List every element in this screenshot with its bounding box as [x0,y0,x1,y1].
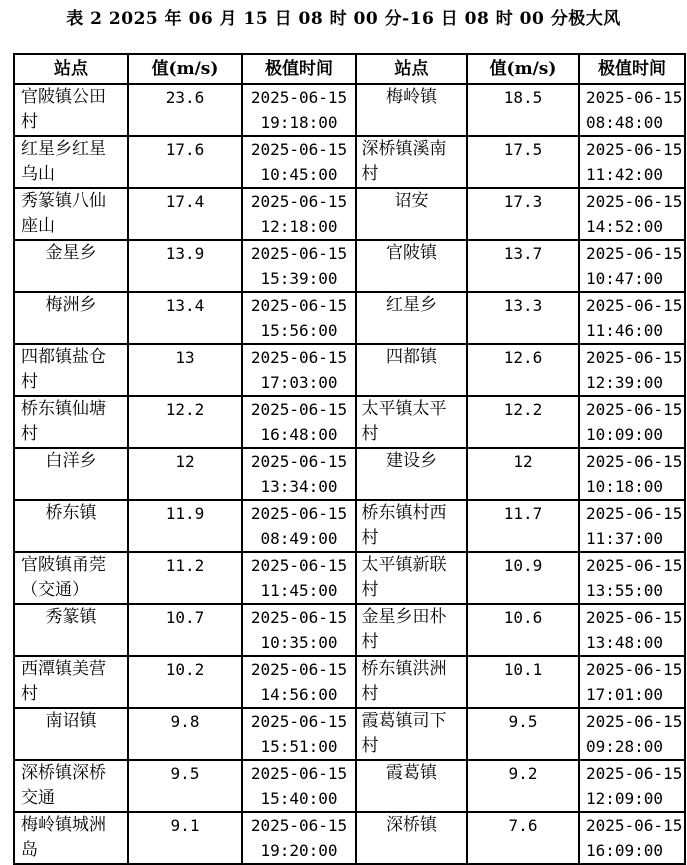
header-value: 值(m/s) [128,54,242,84]
time-cell-text: 13:55:00 [586,581,664,600]
station-cell [356,708,467,760]
time-cell-text: 2025-06-15 [586,608,683,627]
station-cell [14,708,128,760]
table-row [14,812,685,864]
station-cell [356,84,467,136]
station-cell [356,604,467,656]
table-row [14,344,685,396]
value-cell-text: 17.3 [503,192,543,211]
station-cell-text: 西潭镇美营村 [21,659,106,704]
value-cell [128,708,242,760]
value-cell [467,84,579,136]
value-cell-text: 13.4 [165,296,205,315]
time-cell-text: 2025-06-15 [586,816,683,835]
station-cell-text: 梅洲乡 [45,295,97,315]
value-cell [128,344,242,396]
table-row [14,656,685,708]
station-cell-text: 建设乡 [386,451,437,471]
value-cell-text: 18.5 [503,88,543,107]
table-row [14,240,685,292]
station-cell [356,188,467,240]
time-cell-text: 14:52:00 [586,217,664,236]
value-cell [128,188,242,240]
time-cell-text: 2025-06-15 [586,764,683,783]
time-cell-text: 2025-06-15 [250,556,348,575]
time-cell [579,136,685,188]
value-cell [467,292,579,344]
time-cell-text: 08:48:00 [586,113,664,132]
value-cell [128,604,242,656]
time-cell-text: 2025-06-15 [250,140,348,159]
station-cell [356,136,467,188]
station-cell-text: 太平镇太平村 [361,399,447,444]
station-cell-text: 红星乡红星乌山 [21,139,106,184]
time-cell [242,500,356,552]
time-cell-text: 10:45:00 [260,165,338,184]
station-cell [14,604,128,656]
time-cell-text: 2025-06-15 [586,504,683,523]
station-cell [356,448,467,500]
value-cell [128,760,242,812]
value-cell-text: 13 [175,348,195,367]
value-cell [467,760,579,812]
value-cell-text: 10.9 [503,556,543,575]
station-cell-text: 太平镇新联村 [361,555,447,600]
value-cell [467,708,579,760]
station-cell-text: 秀篆镇八仙座山 [21,191,106,236]
value-cell-text: 12 [513,452,533,471]
time-cell [242,760,356,812]
time-cell-text: 16:09:00 [586,841,664,860]
value-cell [128,136,242,188]
time-cell-text: 11:37:00 [586,529,664,548]
station-cell-text: 四都镇 [386,347,437,367]
time-cell [242,136,356,188]
time-cell-text: 2025-06-15 [250,712,348,731]
value-cell-text: 10.1 [503,660,543,679]
time-cell-text: 12:09:00 [586,789,664,808]
station-cell-text: 桥东镇村西村 [361,503,447,548]
value-cell-text: 7.6 [508,816,538,835]
table-row [14,760,685,812]
value-cell [467,344,579,396]
station-cell [14,760,128,812]
table-row [14,136,685,188]
station-cell-text: 桥东镇洪洲村 [361,659,447,704]
time-cell-text: 19:20:00 [260,841,338,860]
time-cell [579,188,685,240]
table-row [14,552,685,604]
value-cell-text: 12.2 [165,400,205,419]
value-cell-text: 13.7 [503,244,543,263]
time-cell-text: 2025-06-15 [250,504,348,523]
station-cell-text: 深桥镇溪南村 [361,139,447,184]
time-cell-text: 15:51:00 [260,737,338,756]
time-cell [242,188,356,240]
time-cell [242,240,356,292]
time-cell-text: 15:39:00 [260,269,338,288]
time-cell-text: 19:18:00 [260,113,338,132]
station-cell [356,656,467,708]
time-cell [242,84,356,136]
value-cell-text: 17.6 [165,140,205,159]
time-cell [242,656,356,708]
time-cell-text: 2025-06-15 [250,192,348,211]
time-cell-text: 2025-06-15 [586,556,683,575]
value-cell-text: 9.2 [508,764,538,783]
time-cell [579,760,685,812]
station-cell-text: 梅岭镇城洲岛 [21,815,106,860]
time-cell [242,448,356,500]
time-cell-text: 2025-06-15 [586,192,683,211]
station-cell-text: 金星乡 [45,243,97,263]
time-cell-text: 2025-06-15 [250,608,348,627]
value-cell-text: 9.5 [170,764,200,783]
value-cell [467,396,579,448]
value-cell-text: 10.6 [503,608,543,627]
header-station: 站点 [356,54,467,84]
value-cell-text: 11.9 [165,504,205,523]
value-cell-text: 9.8 [170,712,200,731]
time-cell [242,604,356,656]
time-cell-text: 2025-06-15 [250,88,348,107]
time-cell-text: 2025-06-15 [586,296,683,315]
time-cell-text: 10:18:00 [586,477,664,496]
station-cell [14,344,128,396]
value-cell [128,812,242,864]
time-cell [579,604,685,656]
time-cell-text: 11:42:00 [586,165,664,184]
station-cell [356,552,467,604]
time-cell-text: 11:45:00 [260,581,338,600]
time-cell-text: 2025-06-15 [250,296,348,315]
value-cell [467,240,579,292]
station-cell [14,500,128,552]
time-cell-text: 13:34:00 [260,477,338,496]
time-cell-text: 2025-06-15 [250,764,348,783]
time-cell [579,84,685,136]
station-cell [356,292,467,344]
time-cell-text: 11:46:00 [586,321,664,340]
station-cell [14,136,128,188]
time-cell-text: 10:35:00 [260,633,338,652]
table-title: 表 2 2025 年 06 月 15 日 08 时 00 分-16 日 08 时 00 分极大风 [66,9,621,29]
station-cell-text: 金星乡田朴村 [361,607,447,652]
table-row [14,708,685,760]
time-cell-text: 2025-06-15 [586,244,683,263]
station-cell-text: 梅岭镇 [386,87,437,107]
station-cell [356,240,467,292]
time-cell-text: 12:18:00 [260,217,338,236]
header-row [14,54,685,84]
value-cell-text: 23.6 [165,88,205,107]
time-cell-text: 12:39:00 [586,373,664,392]
station-cell [14,292,128,344]
table-row [14,604,685,656]
table-row [14,188,685,240]
value-cell [467,136,579,188]
time-cell [579,240,685,292]
header-value: 值(m/s) [467,54,579,84]
value-cell [128,240,242,292]
value-cell-text: 12.2 [503,400,543,419]
time-cell-text: 2025-06-15 [586,660,683,679]
value-cell [467,500,579,552]
station-cell-text: 桥东镇 [45,503,97,523]
wind-table [13,53,686,865]
table-row [14,292,685,344]
value-cell [467,552,579,604]
time-cell-text: 2025-06-15 [250,816,348,835]
time-cell [579,552,685,604]
value-cell [128,656,242,708]
time-cell-text: 2025-06-15 [586,348,683,367]
time-cell-text: 15:40:00 [260,789,338,808]
value-cell [128,448,242,500]
value-cell [128,500,242,552]
time-cell-text: 2025-06-15 [250,660,348,679]
station-cell-text: 官陂镇公田村 [21,87,106,132]
time-cell [579,656,685,708]
table-row [14,448,685,500]
table-row [14,500,685,552]
value-cell-text: 11.2 [165,556,205,575]
station-cell [14,396,128,448]
time-cell-text: 09:28:00 [586,737,664,756]
header-time: 极值时间 [242,54,356,84]
station-cell-text: 南诏镇 [45,711,97,731]
station-cell [14,812,128,864]
value-cell-text: 12.6 [503,348,543,367]
time-cell-text: 2025-06-15 [586,140,683,159]
value-cell-text: 9.5 [508,712,538,731]
value-cell [467,448,579,500]
station-cell [14,84,128,136]
station-cell-text: 秀篆镇 [45,607,97,627]
time-cell-text: 10:47:00 [586,269,664,288]
time-cell [242,396,356,448]
time-cell-text: 08:49:00 [260,529,338,548]
time-cell-text: 2025-06-15 [586,400,683,419]
station-cell [14,448,128,500]
time-cell-text: 2025-06-15 [250,400,348,419]
value-cell-text: 9.1 [170,816,200,835]
station-cell-text: 白洋乡 [45,451,97,471]
time-cell [242,344,356,396]
value-cell [467,188,579,240]
time-cell-text: 2025-06-15 [250,452,348,471]
station-cell-text: 诏安 [394,191,429,211]
time-cell [579,344,685,396]
station-cell-text: 深桥镇深桥交通 [21,763,106,808]
time-cell [579,448,685,500]
station-cell-text: 官陂镇 [386,243,437,263]
station-cell [356,396,467,448]
time-cell-text: 14:56:00 [260,685,338,704]
time-cell [579,812,685,864]
value-cell [467,604,579,656]
value-cell [128,84,242,136]
station-cell-text: 红星乡 [386,295,437,315]
time-cell [579,500,685,552]
value-cell-text: 17.4 [165,192,205,211]
station-cell [14,240,128,292]
value-cell-text: 10.7 [165,608,205,627]
station-cell [356,812,467,864]
time-cell [242,812,356,864]
time-cell-text: 13:48:00 [586,633,664,652]
time-cell [579,708,685,760]
header-station: 站点 [14,54,128,84]
station-cell-text: 霞葛镇司下村 [361,711,447,756]
time-cell-text: 2025-06-15 [586,452,683,471]
time-cell-text: 17:03:00 [260,373,338,392]
time-cell-text: 15:56:00 [260,321,338,340]
station-cell-text: 深桥镇 [386,815,437,835]
value-cell [467,812,579,864]
station-cell-text: 官陂镇甬莞（交通） [21,555,106,600]
time-cell [242,708,356,760]
station-cell-text: 四都镇盐仓村 [21,347,106,392]
value-cell-text: 11.7 [503,504,543,523]
station-cell [356,760,467,812]
station-cell [356,344,467,396]
value-cell-text: 13.3 [503,296,543,315]
value-cell [467,656,579,708]
time-cell-text: 2025-06-15 [250,348,348,367]
time-cell-text: 2025-06-15 [586,712,683,731]
value-cell-text: 10.2 [165,660,205,679]
header-time: 极值时间 [579,54,685,84]
station-cell-text: 桥东镇仙塘村 [21,399,106,444]
station-cell [356,500,467,552]
station-cell [14,656,128,708]
station-cell [14,188,128,240]
station-cell [14,552,128,604]
time-cell-text: 2025-06-15 [250,244,348,263]
time-cell-text: 2025-06-15 [586,88,683,107]
table-row [14,396,685,448]
time-cell [579,396,685,448]
value-cell [128,396,242,448]
time-cell-text: 17:01:00 [586,685,664,704]
time-cell-text: 10:09:00 [586,425,664,444]
value-cell-text: 12 [175,452,195,471]
value-cell-text: 17.5 [503,140,543,159]
time-cell [242,292,356,344]
value-cell [128,552,242,604]
station-cell-text: 霞葛镇 [386,763,437,783]
time-cell [579,292,685,344]
table-row [14,84,685,136]
time-cell [242,552,356,604]
value-cell-text: 13.9 [165,244,205,263]
time-cell-text: 16:48:00 [260,425,338,444]
value-cell [128,292,242,344]
